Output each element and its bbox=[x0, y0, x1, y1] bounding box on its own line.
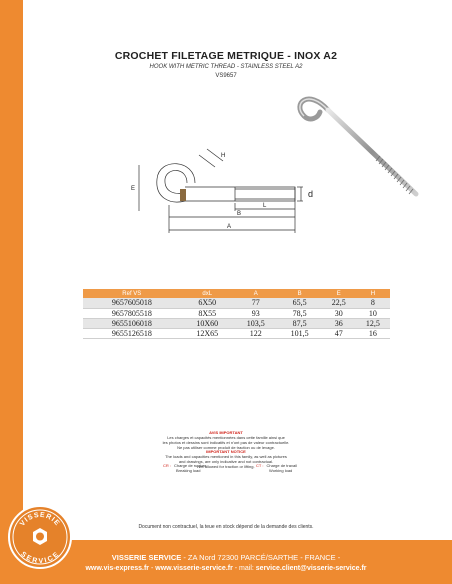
col-dxl: dxL bbox=[181, 289, 234, 298]
cell-a: 93 bbox=[251, 308, 260, 318]
cell-b: 101,5 bbox=[290, 328, 309, 338]
cell-e: 47 bbox=[334, 328, 343, 338]
logo-text-bottom: SERVICE bbox=[19, 550, 61, 566]
footer-address: - ZA Nord 72300 PARCÉ/SARTHE - FRANCE - bbox=[181, 553, 341, 562]
cell-dxl: 6X50 bbox=[181, 298, 234, 308]
cell-dxl: 12X65 bbox=[196, 328, 219, 338]
cell-a: 122 bbox=[249, 328, 262, 338]
cell-dxl: 8X55 bbox=[198, 308, 217, 318]
logo-emblem bbox=[10, 507, 70, 567]
legend-ct-en: Working load bbox=[269, 468, 293, 473]
cell-ref: 9657805518 bbox=[111, 308, 152, 318]
label-b: B bbox=[237, 211, 242, 217]
spec-table bbox=[83, 289, 390, 339]
product-subtitle: HOOK WITH METRIC THREAD - STAINLESS STEEL A2 bbox=[149, 64, 303, 70]
cell-h: 10 bbox=[368, 308, 377, 318]
company-logo bbox=[8, 505, 72, 569]
notice-en-line: Not allowed for traction or lifting. bbox=[197, 464, 255, 469]
col-ref-vs: Ref VS bbox=[83, 289, 181, 298]
legend-cr-code: CR : bbox=[163, 463, 171, 468]
notice-en-heading: IMPORTANT NOTICE bbox=[206, 449, 246, 454]
footer-email-link[interactable]: service.client@visserie-service.fr bbox=[255, 565, 367, 572]
footer-separator: - bbox=[149, 565, 156, 572]
col-e: E bbox=[322, 289, 356, 298]
cell-e: 36 bbox=[322, 318, 356, 328]
cell-e: 22,5 bbox=[322, 298, 356, 308]
svg-text:SERVICE bbox=[19, 551, 61, 565]
legend-ct-fr: Charge de travail bbox=[266, 463, 297, 468]
notice-fr-line: Les charges et capacités mentionnées dans cette famille ainsi que bbox=[167, 435, 285, 440]
left-orange-band bbox=[0, 0, 23, 540]
legend-cr bbox=[163, 463, 206, 473]
footer-link-visserie-service[interactable]: www.visserie-service.fr bbox=[155, 565, 233, 572]
col-h: H bbox=[356, 289, 390, 298]
product-reference: VS9657 bbox=[215, 73, 237, 79]
table-header-row bbox=[83, 289, 390, 298]
product-title: CROCHET FILETAGE METRIQUE - INOX A2 bbox=[114, 50, 338, 62]
table-row bbox=[83, 298, 390, 308]
cell-h: 16 bbox=[368, 328, 377, 338]
footer-link-vis-express[interactable]: www.vis-express.fr bbox=[85, 565, 150, 572]
footer-separator: - mail: bbox=[232, 565, 256, 572]
cell-a: 77 bbox=[234, 298, 278, 308]
logo-text-top: VISSERIE bbox=[19, 511, 61, 528]
cell-h: 8 bbox=[356, 298, 390, 308]
disclaimer: Document non contractuel, la teue en stock dépend de la demande des clients. bbox=[138, 524, 314, 530]
table-row bbox=[83, 318, 390, 328]
cell-e: 30 bbox=[334, 308, 343, 318]
cell-ref: 9655106018 bbox=[83, 318, 181, 328]
legend-cr-en: Breaking load bbox=[176, 468, 201, 473]
cell-b: 65,5 bbox=[278, 298, 322, 308]
cell-a: 103,5 bbox=[234, 318, 278, 328]
col-b: B bbox=[278, 289, 322, 298]
technical-drawing bbox=[125, 145, 325, 240]
table-row bbox=[83, 328, 390, 338]
legend-ct-code: CT : bbox=[256, 463, 264, 468]
label-e: E bbox=[131, 186, 136, 192]
legend-cr-fr: Charge de rupture bbox=[174, 463, 207, 468]
notice-fr-line: Ne pas utiliser comme produit de traction ou de levage. bbox=[177, 445, 275, 450]
table-row bbox=[83, 308, 390, 318]
notice-en-line: and drawings, are only indicative and not contractual. bbox=[178, 459, 274, 464]
cell-b: 87,5 bbox=[278, 318, 322, 328]
cell-dxl: 10X60 bbox=[181, 318, 234, 328]
label-h: H bbox=[221, 153, 226, 159]
notice-fr-heading: AVIS IMPORTANT bbox=[209, 430, 243, 435]
legend-ct bbox=[256, 463, 297, 473]
label-l: L bbox=[263, 203, 267, 209]
col-a: A bbox=[234, 289, 278, 298]
notice-fr bbox=[150, 430, 302, 450]
notice-en-line: The loads and capacities mentioned in this family, as well as pictures bbox=[165, 454, 287, 459]
cell-ref: 9655126518 bbox=[111, 328, 152, 338]
label-d: d bbox=[308, 189, 314, 199]
cell-b: 78,5 bbox=[292, 308, 307, 318]
cell-ref: 9657605018 bbox=[83, 298, 181, 308]
cell-h: 12,5 bbox=[356, 318, 390, 328]
label-a: A bbox=[227, 224, 232, 230]
footer-company: VISSERIE SERVICE bbox=[111, 553, 182, 562]
notice-fr-line: les photos et dessins sont indicatifs et n'ont pas de valeur contractuelle. bbox=[162, 440, 290, 445]
